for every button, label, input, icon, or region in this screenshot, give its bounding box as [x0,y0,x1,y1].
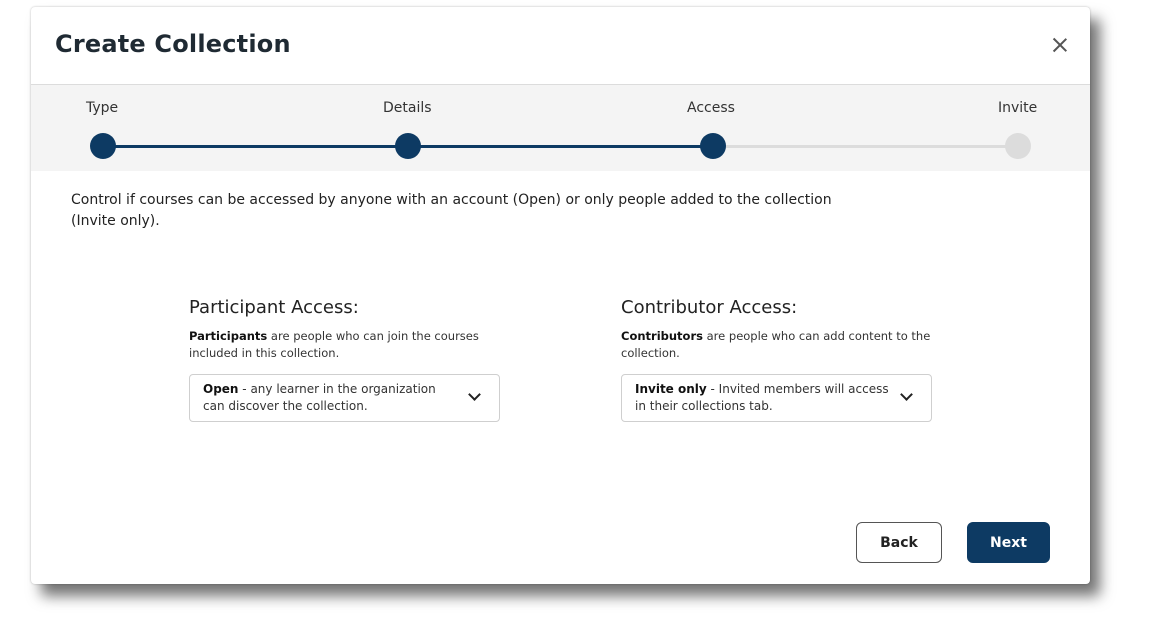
step-label-details: Details [383,100,432,116]
step-dot-invite [1005,133,1031,159]
access-description: Control if courses can be accessed by anyone with an account (Open) or only people added to the collection (Invite only). [71,192,832,229]
contributor-help-text [621,328,941,362]
modal-title: Create Collection [55,30,291,58]
step-label-invite: Invite [998,100,1038,116]
participant-help-text [189,328,509,362]
step-dot-access [700,133,726,159]
chevron-down-icon[interactable] [900,388,913,401]
chevron-down-icon[interactable] [468,388,481,401]
participant-access-section [189,297,509,422]
contributor-help-bold: Contributors [621,329,703,343]
contributor-select-description: - Invited members will access in their collections tab. [635,382,889,413]
participant-help-rest: are people who can join the courses included in this collection. [189,329,479,360]
progress-track-remaining [713,145,1018,148]
contributor-access-section [621,297,941,422]
participant-access-heading: Participant Access: [189,297,359,318]
modal-header [31,7,1090,85]
create-collection-modal [31,7,1090,584]
close-icon[interactable] [1050,35,1070,55]
contributor-help-rest: are people who can add content to the collection. [621,329,931,360]
participant-access-select[interactable] [189,374,500,422]
contributor-select-value: Invite only [635,382,707,396]
participant-select-value: Open [203,382,239,396]
step-dot-type [90,133,116,159]
participant-select-description: - any learner in the organization can discover the collection. [203,382,436,413]
participant-help-bold: Participants [189,329,268,343]
step-label-access: Access [687,100,735,116]
step-label-type: Type [86,100,119,116]
contributor-access-select[interactable] [621,374,932,422]
progress-stepper [31,85,1090,171]
step-dot-details [395,133,421,159]
contributor-access-heading: Contributor Access: [621,297,798,318]
back-button[interactable]: Back [856,522,942,563]
next-button[interactable]: Next [967,522,1050,563]
